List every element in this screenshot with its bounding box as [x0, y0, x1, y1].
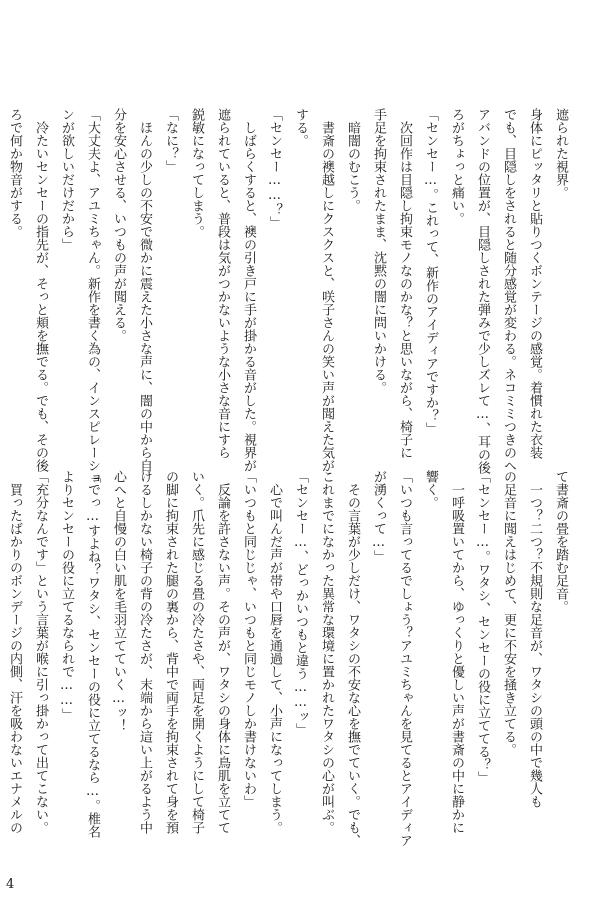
text-column: 「センセー……？」: [267, 108, 282, 229]
text-column: その言葉が少しだけ、ワタシの不安な心を撫でていく。でも、: [345, 470, 360, 847]
text-column: 「いつも言ってるでしょう？アユミちゃんを見てるとアイディア: [397, 470, 412, 847]
text-column: アバンドの位置が、目隠しされた弾みで少しズレて…、耳の後: [475, 108, 490, 474]
text-column: 買ったばかりのボンデージの内側、汗を吸わないエナメルの: [7, 470, 22, 834]
text-column: これまでになかった異常な環境に置かれたワタシの心が叫ぶ。: [319, 470, 334, 834]
text-column: ろがちょっと痛い。: [449, 108, 464, 225]
text-column: て書斎の畳を踏む足音。: [553, 470, 568, 613]
text-column: 分を安心させる、いつもの声が聞える。: [111, 108, 126, 342]
text-column: する。: [293, 108, 308, 147]
text-column: 一呼吸置いてから、ゆっくりと優しい声が書斎の中に静かに: [449, 470, 464, 834]
text-column: 「なに？」: [163, 108, 178, 173]
lower-text-block: [7, 470, 573, 847]
text-column: 鋭敏になってしまう。: [189, 108, 204, 238]
text-column: いく。爪先に感じる畳の冷たさや、両足を開くようにして椅子: [189, 470, 204, 834]
text-column: ほんの少しの不安で微かに震えた小さな声に、闇の中から自: [137, 108, 152, 472]
text-column: 「センセー…。ワタシ、センセーの役に立ててる？」: [475, 470, 490, 784]
text-column: 暗闇のむこう。: [345, 108, 360, 212]
text-column: 「センセー…。これって、新作のアイディアですか？」: [423, 108, 438, 435]
text-column: しばらくすると、襖の引き戸に手が掛かる音がした。視界が: [241, 108, 256, 472]
text-column: 心へと自慢の白い肌を毛羽立てていく…ッ！: [111, 470, 126, 732]
text-column: 遮られていると、普段は気がつかないような小さな音にすら: [215, 108, 230, 459]
text-column: の足音に聞えはじめて、更に不安を掻き立てる。: [501, 470, 516, 756]
text-column: 「でっ…すよね？ワタシ、センセーの役に立てるなら…。椎名: [85, 470, 100, 838]
text-column: でも、目隠しをされると随分感覚が変わる。ネコミミつきのヘ: [501, 108, 516, 472]
text-column: 響く。: [423, 470, 438, 509]
text-column: 「いつもと同じじゃ、いつもと同じモノしか書けないわ」: [241, 470, 256, 808]
upper-text-block: [7, 108, 573, 485]
text-column: ンが欲しいだけだから」: [59, 108, 74, 251]
text-column: [0, 108, 1, 448]
text-column: [0, 470, 1, 830]
text-column: 冷たいセンセーの指先が、そっと頬を撫でる。でも、その後: [33, 108, 48, 472]
text-column: 次回作は目隠し拘束モノなのかな？と思いながら、椅子に: [397, 108, 412, 459]
text-column: 「大丈夫よ、アユミちゃん。新作を書く為の、インスピレーショ: [85, 108, 100, 485]
text-column: ろで何か物音がする。: [7, 108, 22, 238]
text-column: 手足を拘束されたまま、沈黙の闇に問いかける。: [371, 108, 386, 394]
text-column: よりセンセーの役に立てるなられで……」: [59, 470, 74, 721]
text-column: 「充分なんです」という言葉が喉に引っ掛かって出てこない。: [33, 470, 48, 834]
text-column: けるしかない椅子の背の冷たさが、末端から這い上がるよう中: [137, 470, 152, 834]
text-column: が湧くって…」: [371, 470, 386, 563]
text-column: 反論を許さない声。その声が、ワタシの身体に鳥肌を立てて: [215, 470, 230, 834]
text-column: の脚に拘束された腿の裏から、背中で両手を拘束されて身を預: [163, 470, 178, 834]
text-column: 遮られた視界。: [553, 108, 568, 199]
text-column: 身体にピッタリと貼りつくボンテージの感覚。着慣れた衣装: [527, 108, 542, 459]
text-column: 「センセー…、どっかいつもと違う……ッ」: [293, 470, 308, 736]
text-column: 一つ？二つ？不規則な足音が、ワタシの頭の中で幾人も: [527, 470, 542, 808]
text-column: 心で叫んだ声が帯や口唇を通過して、小声になってしまう。: [267, 470, 282, 834]
text-column: 書斎の襖越しにクスクスと、咲子さんの笑い声が聞えた気が: [319, 108, 334, 472]
page-number: 4: [6, 877, 15, 892]
